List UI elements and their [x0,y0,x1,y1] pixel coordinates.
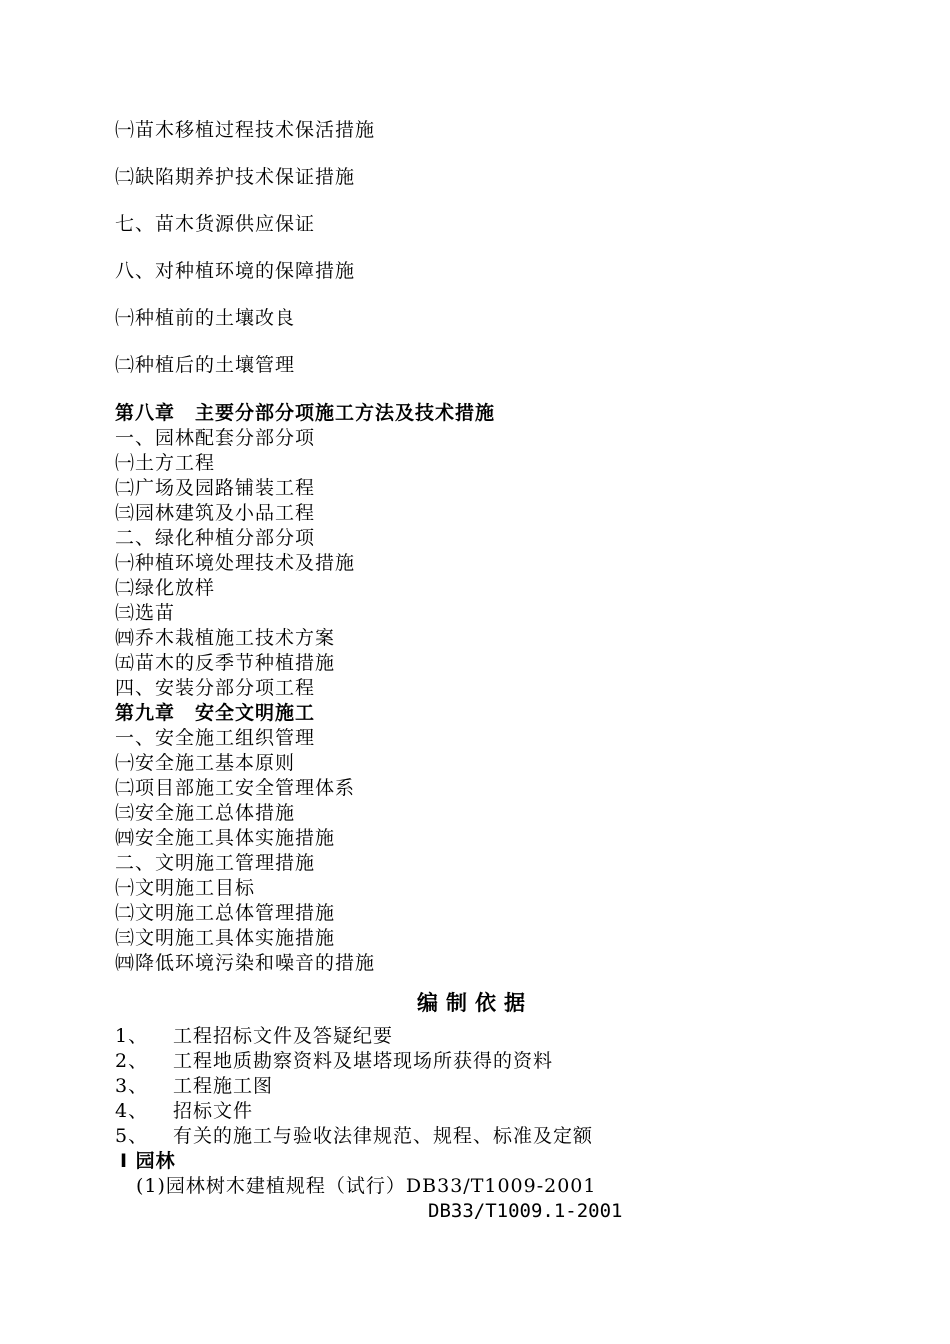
toc-item: ㈣降低环境污染和噪音的措施 [115,952,376,974]
toc-item: ㈠文明施工目标 [115,877,256,899]
basis-item-number: 5、 [115,1125,149,1147]
regulation-code: DB33/T1009.1-2001 [428,1200,623,1222]
regulation-line: (1)园林树木建植规程（试行）DB33/T1009-2001 [136,1175,597,1197]
toc-item: ㈡广场及园路铺装工程 [115,477,316,499]
basis-item-text: 工程招标文件及答疑纪要 [173,1025,394,1047]
toc-item: ㈡缺陷期养护技术保证措施 [115,166,356,188]
basis-item [115,1099,253,1123]
basis-item-text: 有关的施工与验收法律规范、规程、标准及定额 [173,1125,594,1147]
basis-item-number: 4、 [115,1100,149,1122]
subsection-title: Ⅰ 园林 [120,1150,176,1172]
chapter-title: 第八章 主要分部分项施工方法及技术措施 [115,402,496,424]
basis-item [115,1124,593,1148]
toc-item: ㈠安全施工基本原则 [115,752,296,774]
toc-item: ㈡文明施工总体管理措施 [115,902,336,924]
toc-item: 七、苗木货源供应保证 [115,213,316,235]
basis-item-number: 2、 [115,1050,149,1072]
toc-item: ㈠土方工程 [115,452,216,474]
toc-item: ㈢园林建筑及小品工程 [115,502,316,524]
toc-item: 四、安装分部分项工程 [115,677,316,699]
toc-item: ㈢文明施工具体实施措施 [115,927,336,949]
toc-item: ㈣安全施工具体实施措施 [115,827,336,849]
basis-item-number: 3、 [115,1075,149,1097]
toc-item: 八、对种植环境的保障措施 [115,260,356,282]
basis-item-text: 招标文件 [173,1100,254,1122]
toc-item: ㈢选苗 [115,602,176,624]
chapter-title: 第九章 安全文明施工 [115,702,316,724]
toc-item: 一、安全施工组织管理 [115,727,316,749]
toc-item: 二、绿化种植分部分项 [115,527,316,549]
toc-item: ㈠苗木移植过程技术保活措施 [115,119,376,141]
basis-item [115,1074,273,1098]
toc-item: 一、园林配套分部分项 [115,427,316,449]
basis-item-number: 1、 [115,1025,149,1047]
toc-item: ㈡种植后的土壤管理 [115,354,296,376]
toc-item: ㈤苗木的反季节种植措施 [115,652,336,674]
basis-item-text: 工程施工图 [173,1075,274,1097]
toc-item: ㈢安全施工总体措施 [115,802,296,824]
toc-item: ㈣乔木栽植施工技术方案 [115,627,336,649]
toc-item: ㈠种植环境处理技术及措施 [115,552,356,574]
basis-item-text: 工程地质勘察资料及堪塔现场所获得的资料 [173,1050,554,1072]
section-heading: 编制依据 [417,991,533,1015]
toc-item: ㈡绿化放样 [115,577,216,599]
toc-item: ㈡项目部施工安全管理体系 [115,777,356,799]
basis-item [115,1024,393,1048]
basis-item [115,1049,553,1073]
toc-item: 二、文明施工管理措施 [115,852,316,874]
toc-item: ㈠种植前的土壤改良 [115,307,296,329]
